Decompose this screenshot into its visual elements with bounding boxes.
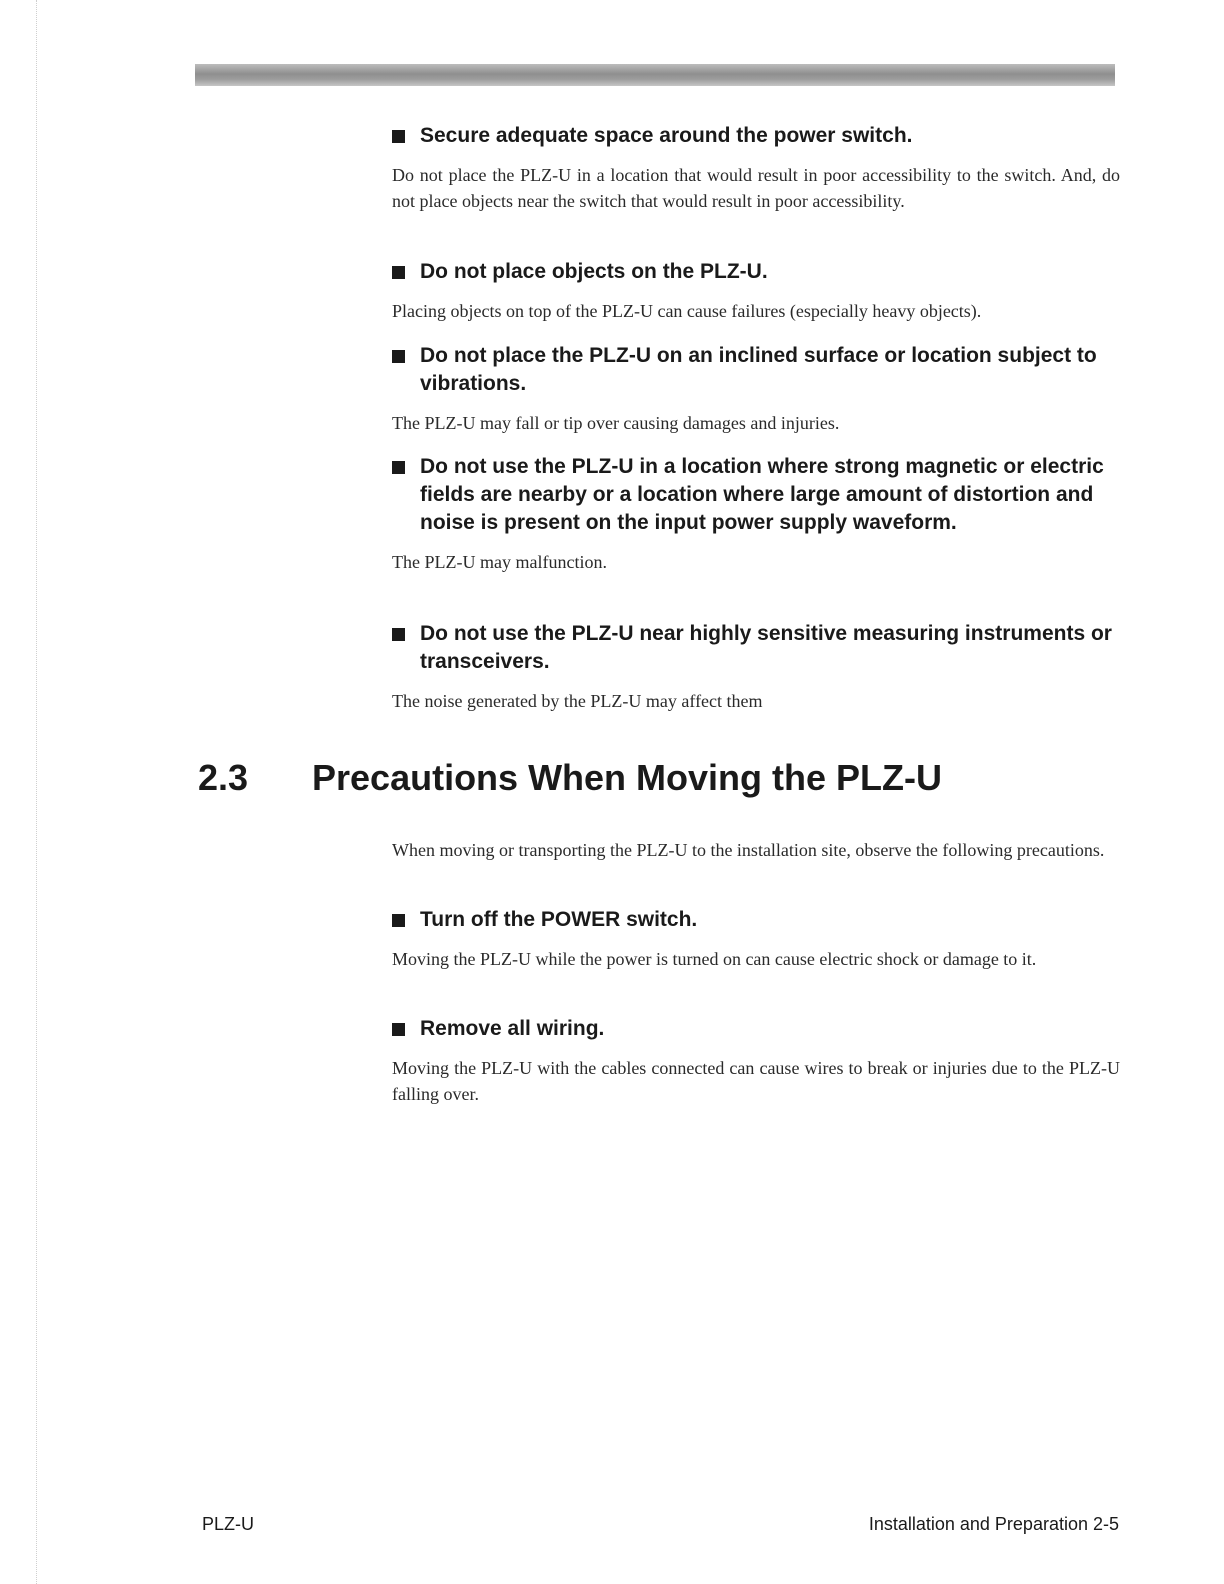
item-body: Moving the PLZ-U with the cables connected can cause wires to break or injuries due to the PLZ-U falling over. bbox=[392, 1058, 1120, 1104]
scan-edge-line bbox=[36, 0, 37, 1584]
item-heading-text: Do not use the PLZ-U near highly sensitive measuring instruments or transceivers. bbox=[420, 622, 1112, 673]
item-heading bbox=[392, 122, 1120, 150]
item-body: The noise generated by the PLZ-U may affect them bbox=[392, 691, 763, 711]
header-bar bbox=[195, 64, 1115, 86]
item-body: The PLZ-U may fall or tip over causing damages and injuries. bbox=[392, 413, 840, 433]
square-bullet-icon bbox=[392, 914, 405, 927]
item-body: Placing objects on top of the PLZ-U can cause failures (especially heavy objects). bbox=[392, 301, 982, 321]
item-heading-text: Secure adequate space around the power switch. bbox=[420, 124, 913, 147]
item-heading-text: Remove all wiring. bbox=[420, 1017, 605, 1040]
item-heading-text: Turn off the POWER switch. bbox=[420, 908, 698, 931]
item-heading-text: Do not place the PLZ-U on an inclined surface or location subject to vibrations. bbox=[420, 344, 1097, 395]
footer-product: PLZ-U bbox=[202, 1514, 255, 1534]
item-heading-text: Do not place objects on the PLZ-U. bbox=[420, 260, 768, 283]
item-body: Moving the PLZ-U while the power is turned on can cause electric shock or damage to it. bbox=[392, 949, 1037, 969]
square-bullet-icon bbox=[392, 130, 405, 143]
item-heading bbox=[392, 258, 1120, 286]
precaution-item bbox=[392, 453, 1120, 575]
square-bullet-icon bbox=[392, 628, 405, 641]
precaution-item bbox=[392, 620, 1120, 714]
square-bullet-icon bbox=[392, 350, 405, 363]
item-heading bbox=[392, 906, 1120, 934]
section-intro: When moving or transporting the PLZ-U to the installation site, observe the following precautions. bbox=[392, 840, 1105, 860]
square-bullet-icon bbox=[392, 461, 405, 474]
precaution-item bbox=[392, 122, 1120, 214]
item-heading bbox=[392, 620, 1120, 676]
item-body: Do not place the PLZ-U in a location that would result in poor accessibility to the switch. And, do not place objects near the switch that would result in poor accessibility. bbox=[392, 165, 1120, 211]
item-body: The PLZ-U may malfunction. bbox=[392, 552, 607, 572]
precaution-item bbox=[392, 342, 1120, 436]
section-intro-block bbox=[392, 837, 1120, 863]
item-heading bbox=[392, 453, 1120, 537]
footer-chapter-page: Installation and Preparation 2-5 bbox=[868, 1514, 1119, 1534]
item-heading bbox=[392, 1015, 1120, 1043]
precaution-item bbox=[392, 906, 1120, 972]
precaution-item bbox=[392, 258, 1120, 324]
item-heading bbox=[392, 342, 1120, 398]
section-number: 2.3 bbox=[198, 757, 249, 798]
square-bullet-icon bbox=[392, 266, 405, 279]
section-title: Precautions When Moving the PLZ-U bbox=[312, 757, 943, 798]
item-heading-text: Do not use the PLZ-U in a location where strong magnetic or electric fields are nearby or a location where large amount of distortion and noise is present on the input power supply waveform. bbox=[420, 455, 1104, 534]
precaution-item bbox=[392, 1015, 1120, 1107]
square-bullet-icon bbox=[392, 1023, 405, 1036]
